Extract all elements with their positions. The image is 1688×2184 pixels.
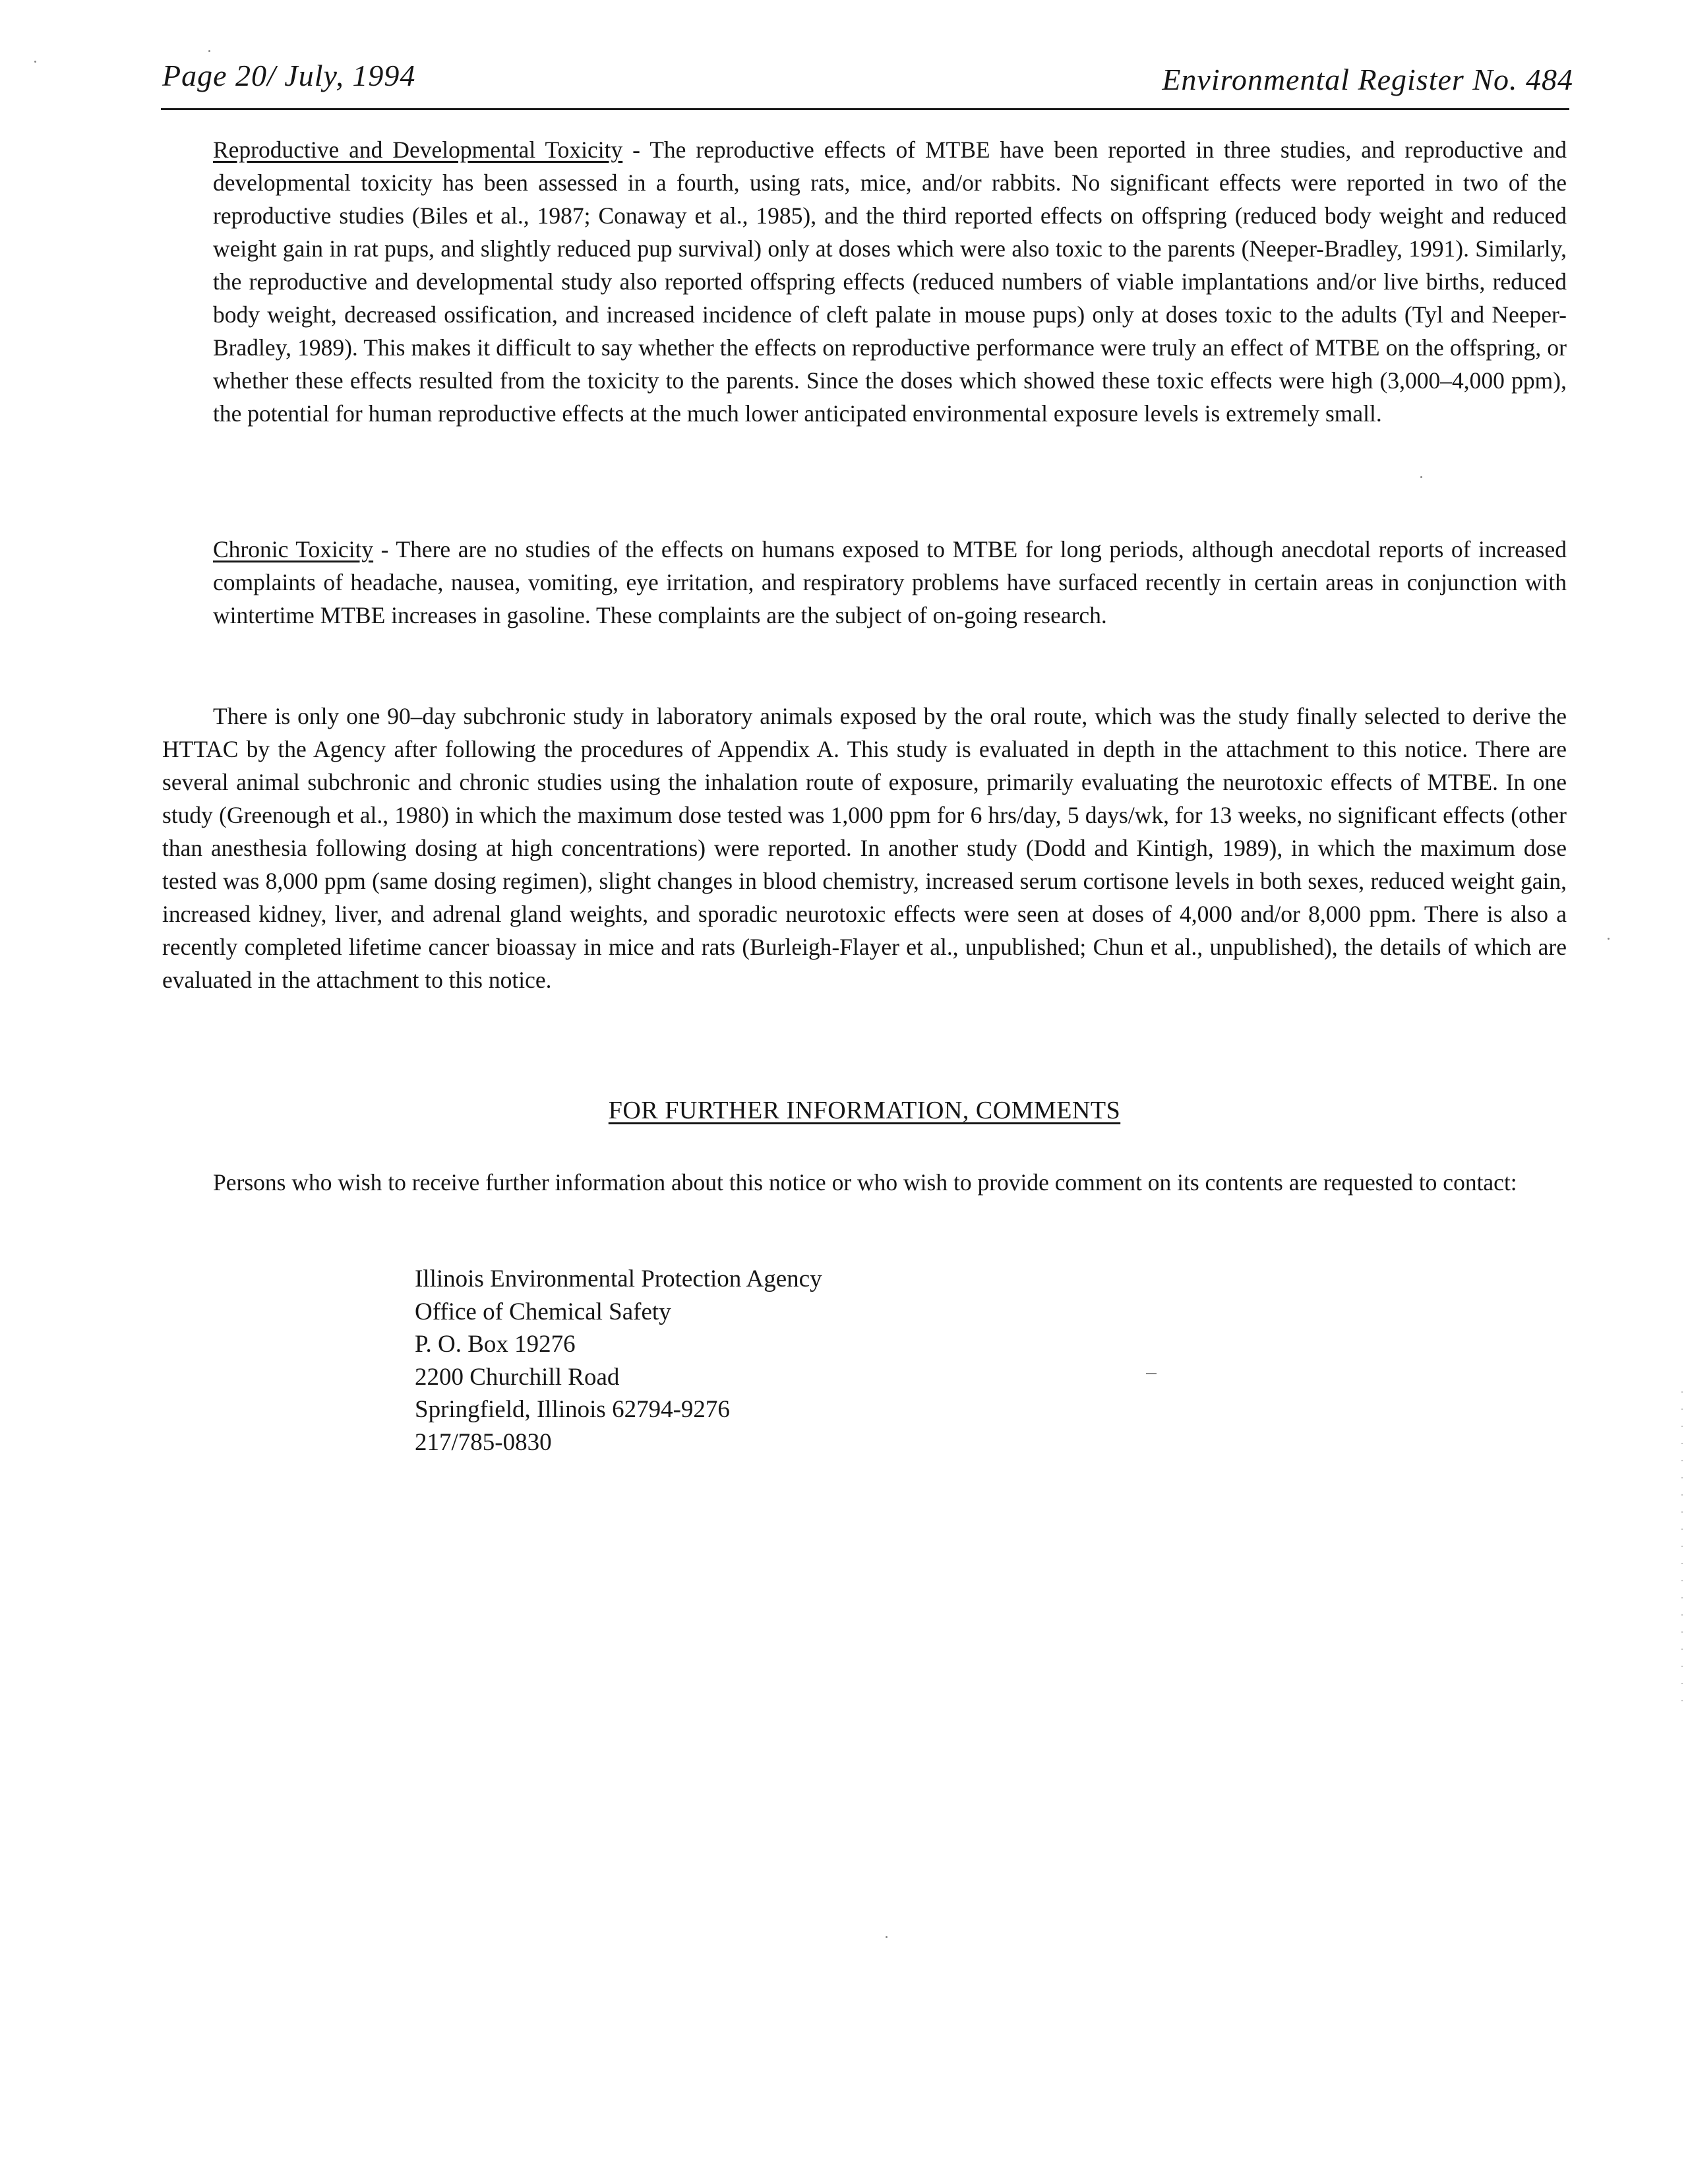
scan-edge-marks xyxy=(1681,1391,1683,1708)
address-line-office: Office of Chemical Safety xyxy=(415,1298,671,1325)
address-line-phone: 217/785-0830 xyxy=(415,1428,552,1456)
contact-address-block xyxy=(415,1263,822,1459)
paragraph-body-reproductive: - The reproductive effects of MTBE have been reported in three studies, and reproductive and developmental toxicity has been assessed in a fourth, using rats, mice, and/or rabbits. No significant effects were reported in two of the reproductive studies (Biles et al., 1987; Conaway et al., 1985), and the third reported effects on offspring (reduced body weight and reduced weight gain in rat pups, and slightly reduced pup survival) only at doses which were also toxic to the parents (Neeper-Bradley, 1991). Similarly, the reproductive and developmental study also reported offspring effects (reduced numbers of viable implantations and/or live births, reduced body weight, decreased ossification, and increased incidence of cleft palate in mouse pups) only at doses toxic to the adults (Tyl and Neeper-Bradley, 1989). This makes it difficult to say whether the effects on reproductive performance were truly an effect of MTBE on the offspring, or whether these effects resulted from the toxicity to the parents. Since the doses which showed these toxic effects were high (3,000–4,000 ppm), the potential for human reproductive effects at the much lower anticipated environmental exposure levels is extremely small. xyxy=(213,136,1567,427)
page-header xyxy=(162,58,1573,111)
scan-speck xyxy=(1146,1373,1157,1374)
address-line-po-box: P. O. Box 19276 xyxy=(415,1331,576,1358)
address-line-street: 2200 Churchill Road xyxy=(415,1363,620,1391)
paragraph-body-chronic: - There are no studies of the effects on humans exposed to MTBE for long periods, although anecdotal reports of increased complaints of headache, nausea, vomiting, eye irritation, and respiratory problems have surfaced recently in certain areas in conjunction with wintertime MTBE increases in gasoline. These complaints are the subject of on-going research. xyxy=(213,536,1567,628)
paragraph-reproductive-toxicity xyxy=(213,133,1567,430)
scan-speck xyxy=(34,61,36,63)
paragraph-lead-chronic: Chronic Toxicity xyxy=(213,536,374,562)
scan-speck xyxy=(1608,938,1610,940)
header-rule xyxy=(161,108,1569,110)
scan-speck xyxy=(886,1936,888,1938)
header-page-date: Page 20/ July, 1994 xyxy=(162,59,416,92)
paragraph-lead-reproductive: Reproductive and Developmental Toxicity xyxy=(213,136,623,163)
scan-speck xyxy=(1420,476,1422,478)
header-register-number: Environmental Register No. 484 xyxy=(1162,63,1573,96)
paragraph-chronic-toxicity xyxy=(213,533,1567,632)
scan-speck xyxy=(208,50,210,52)
paragraph-contact-request: Persons who wish to receive further information about this notice or who wish to provide comment on its contents are requested to contact: xyxy=(213,1169,1517,1196)
section-heading: FOR FURTHER INFORMATION, COMMENTS xyxy=(608,1097,1121,1124)
address-line-city: Springfield, Illinois 62794-9276 xyxy=(415,1396,730,1423)
address-line-agency: Illinois Environmental Protection Agency xyxy=(415,1265,822,1292)
paragraph-subchronic-studies: There is only one 90–day subchronic study in laboratory animals exposed by the oral route, which was the study finally selected to derive the HTTAC by the Agency after following the procedures of Appendix A. This study is evaluated in depth in the attachment to this notice. There are several animal subchronic and chronic studies using the inhalation route of exposure, primarily evaluating the neurotoxic effects of MTBE. In one study (Greenough et al., 1980) in which the maximum dose tested was 1,000 ppm for 6 hrs/day, 5 days/wk, for 13 weeks, no significant effects (other than anesthesia following dosing at high concentrations) were reported. In another study (Dodd and Kintigh, 1989), in which the maximum dose tested was 8,000 ppm (same dosing regimen), slight changes in blood chemistry, increased serum cortisone levels in both sexes, reduced weight gain, increased kidney, liver, and adrenal gland weights, and sporadic neurotoxic effects were seen at doses of 4,000 and/or 8,000 ppm. There is also a recently completed lifetime cancer bioassay in mice and rats (Burleigh-Flayer et al., unpublished; Chun et al., unpublished), the details of which are evaluated in the attachment to this notice. xyxy=(162,703,1567,993)
